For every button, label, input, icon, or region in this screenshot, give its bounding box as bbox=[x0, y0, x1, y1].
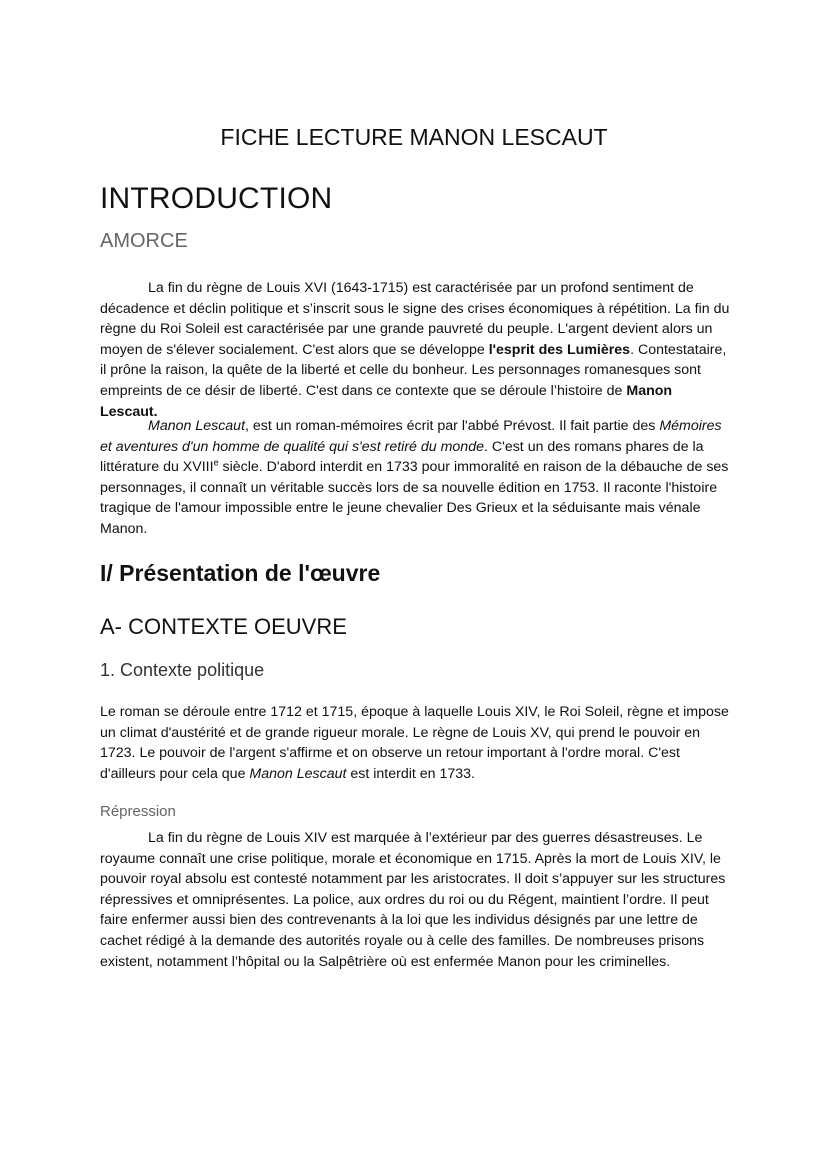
p2-superscript: e bbox=[213, 457, 219, 468]
p1-bold-lumieres: l'esprit des Lumières bbox=[488, 341, 631, 358]
amorce-paragraph-2 bbox=[100, 416, 730, 540]
contexte-oeuvre-heading: A- CONTEXTE OEUVRE bbox=[100, 614, 347, 639]
repression-paragraph bbox=[100, 828, 730, 972]
section-1-heading: I/ Présentation de l'œuvre bbox=[100, 560, 381, 586]
p3-text-a: Le roman se déroule entre 1712 et 1715, époque à laquelle Louis XIV, le Roi Soleil, règne et impose un climat d'austérité et de grande rigueur morale. Le règne de Louis XV, qui prend le pouvoir en 1723. Le pouvoir de l'argent s'affirme et on observe un retour important à l'ordre moral. C'est d'ailleurs pour cela que bbox=[100, 704, 729, 782]
p1-text-a: La fin du règne de Louis XVI (1643-1715) est caractérisée par un profond sentiment de décadence et déclin politique et s’inscrit sous le signe des crises économiques à répétition. La fin du règne du Roi Soleil est caractérisée par une grande pauvreté du peuple. L'argent devient alors un moyen de s'élever socialement. C'est alors que se développe bbox=[100, 280, 730, 358]
introduction-heading: INTRODUCTION bbox=[100, 182, 333, 215]
repression-heading: Répression bbox=[100, 803, 176, 820]
document-title: FICHE LECTURE MANON LESCAUT bbox=[220, 124, 608, 150]
p1-text-c: . Contestataire, il prône la raison, la quête de la liberté et celle du bonheur. Les personnages romanesques sont empreints de ce désir de liberté. C'est dans ce contexte que se déroule l’histoire de bbox=[100, 341, 727, 399]
p2-italic-title: Manon Lescaut bbox=[148, 418, 246, 434]
p2-text-d: . C'est un des romans phares de la littérature du XVIII bbox=[100, 438, 704, 476]
p1-bold-manon: Manon Lescaut. bbox=[100, 382, 673, 420]
amorce-paragraph-1 bbox=[100, 278, 730, 422]
amorce-heading: AMORCE bbox=[100, 230, 188, 252]
p2-text-b: , est un roman-mémoires écrit par l'abbé Prévost. Il fait partie des bbox=[245, 418, 660, 434]
p2-italic-memoires: Mémoires et aventures d'un homme de qualité qui s'est retiré du monde bbox=[100, 418, 722, 455]
contexte-politique-heading: 1. Contexte politique bbox=[100, 660, 265, 680]
p4-text: La fin du règne de Louis XIV est marquée à l’extérieur par des guerres désastreuses. Le royaume connaît une crise politique, morale et économique en 1715. Après la mort de Louis XIV, le pouvoir royal absolu est contesté notamment par les aristocrates. Il doit s’appuyer sur les structures répressives et omniprésentes. La police, aux ordres du roi ou du Régent, maintient l’ordre. Il peut faire enfermer aussi bien des contrevenants à la loi que les individus désignés par une lettre de cachet rédigé à la demande des autorités royale ou à celle des familles. De nombreuses prisons existent, notamment l’hôpital ou la Salpêtrière où est enfermée Manon pour les criminelles. bbox=[100, 830, 726, 970]
p3-italic-title: Manon Lescaut bbox=[249, 765, 347, 782]
p2-text-e: siècle. D'abord interdit en 1733 pour immoralité en raison de la débauche de ses personnages, il connaît un véritable succès lors de sa nouvelle édition en 1753. Il raconte l'histoire tragique de l'amour impossible entre le jeune chevalier Des Grieux et la séduisante mais vénale Manon. bbox=[100, 459, 729, 537]
contexte-politique-paragraph bbox=[100, 702, 730, 784]
p3-text-c: est interdit en 1733. bbox=[346, 765, 475, 782]
